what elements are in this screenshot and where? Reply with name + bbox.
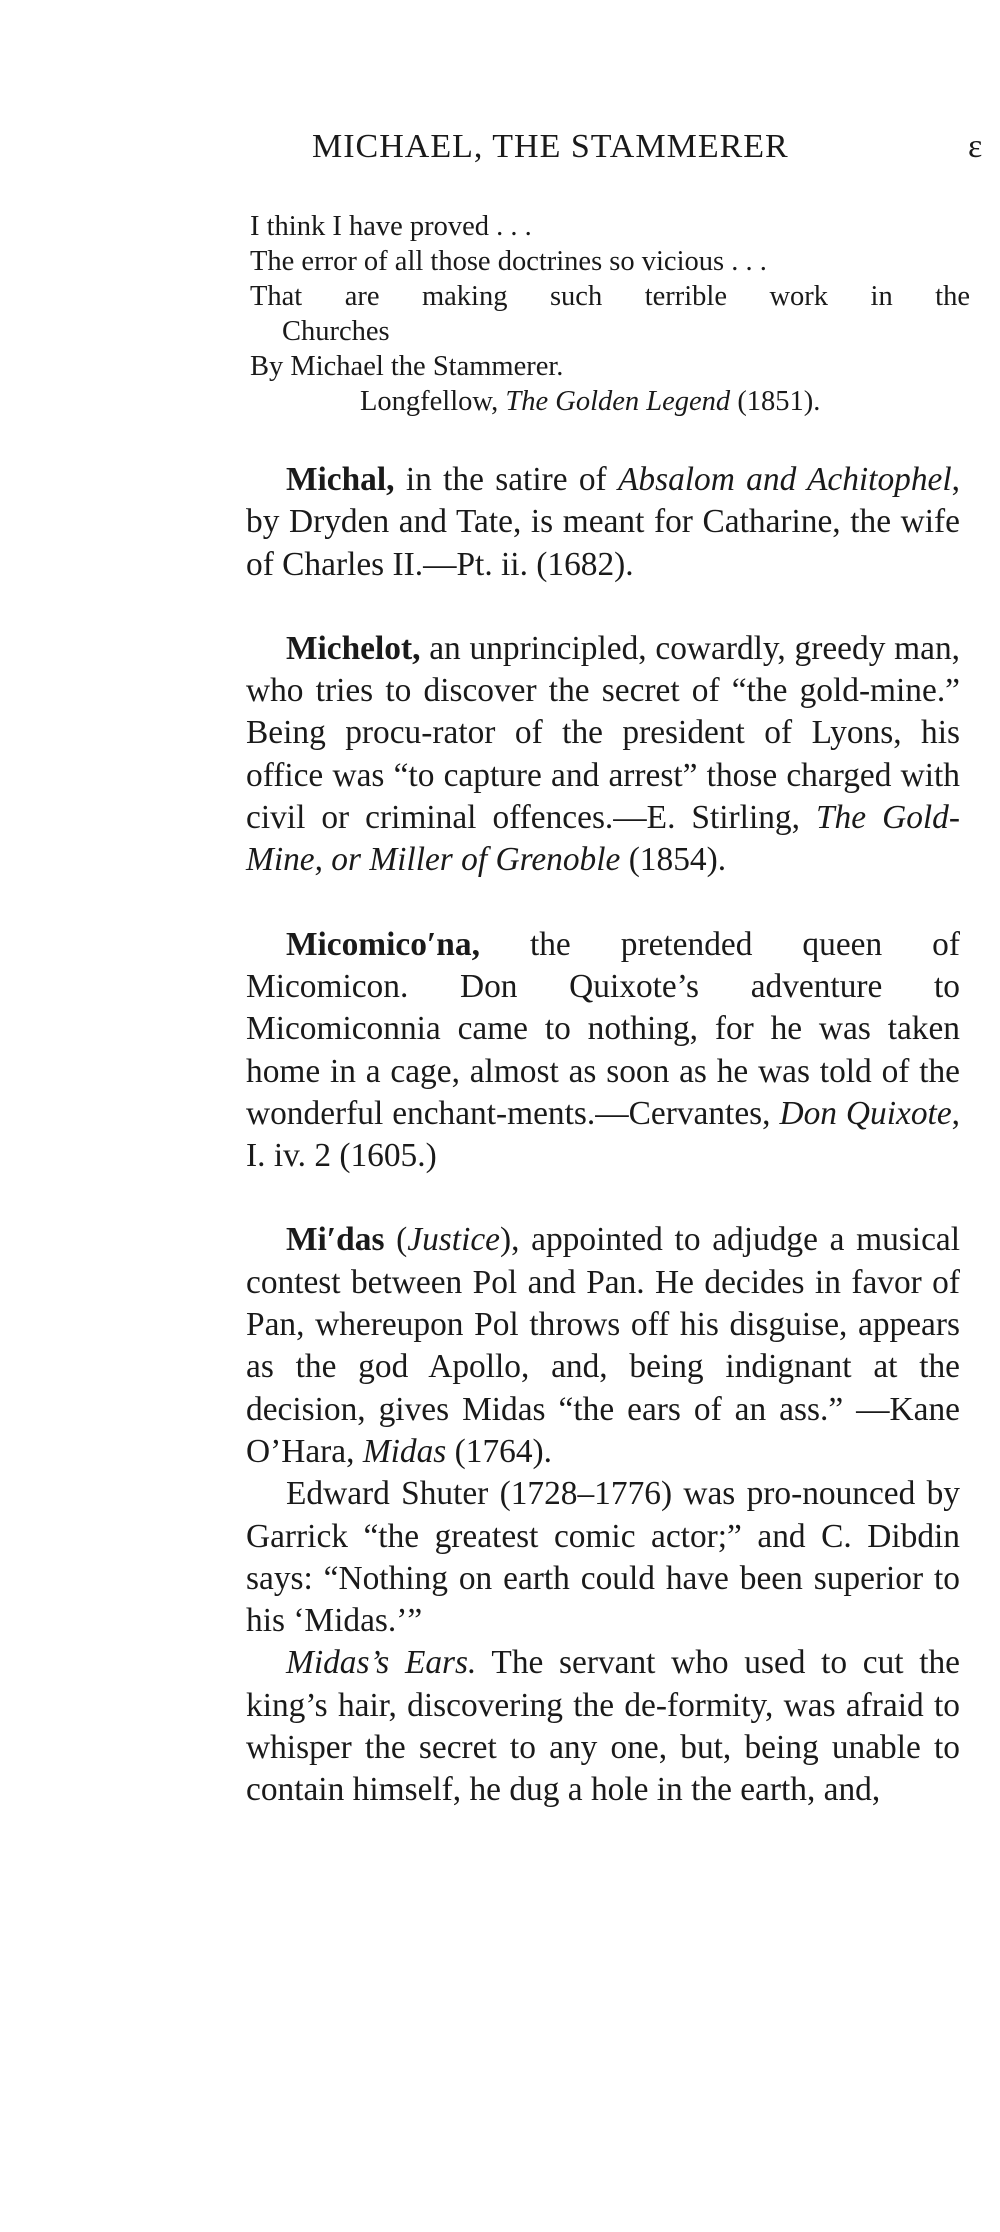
entry-text: the pretended queen of Micomicon. Don Quixote’s adventure to Micomiconnia came to nothing, for he was taken home in a cage, almost as soon as he was told of the wonderful enchant-ments.—Cervantes, xyxy=(246,925,960,1132)
entry-text: ), appointed to adjudge a musical contest between Pol and Pan. He decides in favor of Pan, whereupon Pol throws off his disguise, appears as the god Apollo, and, being indignant at the decision, gives Midas “the ears of an ass.” —Kane O’Hara, xyxy=(246,1221,960,1470)
headword: Michal, xyxy=(286,461,395,498)
attribution-year: (1851). xyxy=(730,386,821,417)
work-title: Midas xyxy=(362,1432,447,1470)
entry-text: The servant who used to cut the king’s hair, discovering the de-formity, was afraid to whisper the secret to any one, but, being unable to contain himself, he dug a hole in the earth, and, xyxy=(246,1644,960,1809)
epigraph-line: I think I have proved . . . xyxy=(250,211,532,242)
epigraph-line: By Michael the Stammerer. xyxy=(250,351,564,382)
epigraph-quotation xyxy=(250,209,970,419)
work-title: The Gold-Mine, or Miller of Grenoble xyxy=(246,799,960,879)
entry-micomicona xyxy=(246,924,960,1178)
work-title: Absalom and Achitophel xyxy=(618,461,952,498)
headword: Michelot, xyxy=(286,629,421,667)
entry-midas-ears xyxy=(246,1642,960,1811)
work-title: Don Quixote xyxy=(779,1094,952,1132)
epigraph-line: The error of all those doctrines so vicious . . . xyxy=(250,246,767,277)
dictionary-entries xyxy=(246,459,960,1812)
epigraph-line: Churches xyxy=(282,316,390,347)
entry-michelot xyxy=(246,628,960,882)
entry-text: , I. iv. 2 (1605.) xyxy=(246,1094,960,1175)
gloss: Justice xyxy=(407,1221,500,1259)
attribution-title: The Golden Legend xyxy=(505,386,731,417)
entry-text: (1854). xyxy=(620,841,727,879)
entry-michal xyxy=(246,459,960,586)
attribution-author: Longfellow, xyxy=(360,386,506,417)
entry-text: in the satire of xyxy=(394,461,618,498)
entry-text: , by Dryden and Tate, is meant for Catharine, the wife of Charles II.—Pt. ii. (1682). xyxy=(246,461,960,583)
subheading: Midas’s Ears. xyxy=(286,1644,477,1682)
epigraph-attribution xyxy=(250,384,970,419)
entry-midas xyxy=(246,1219,960,1473)
entry-text: ( xyxy=(384,1221,408,1259)
headword: Mi′das xyxy=(286,1221,385,1259)
headword: Micomico′na, xyxy=(286,925,480,963)
entry-shuter-note: Edward Shuter (1728–1776) was pro-nounced by Garrick “the greatest comic actor;” and C. Dibdin says: “Nothing on earth could have been superior to his ‘Midas.’” xyxy=(246,1475,960,1640)
epigraph-line: That are making such terrible work in the xyxy=(250,281,970,312)
page-number-fragment: ɛ xyxy=(968,128,983,165)
entry-text: (1764). xyxy=(446,1432,553,1470)
running-head-title: MICHAEL, THE STAMMERER xyxy=(312,128,789,165)
entry-text: an unprincipled, cowardly, greedy man, who tries to discover the secret of “the gold-mine.” Being procu-rator of the president of Lyons, his office was “to capture and arrest” those charged with civil or criminal offences.—E. Stirling, xyxy=(246,629,960,837)
